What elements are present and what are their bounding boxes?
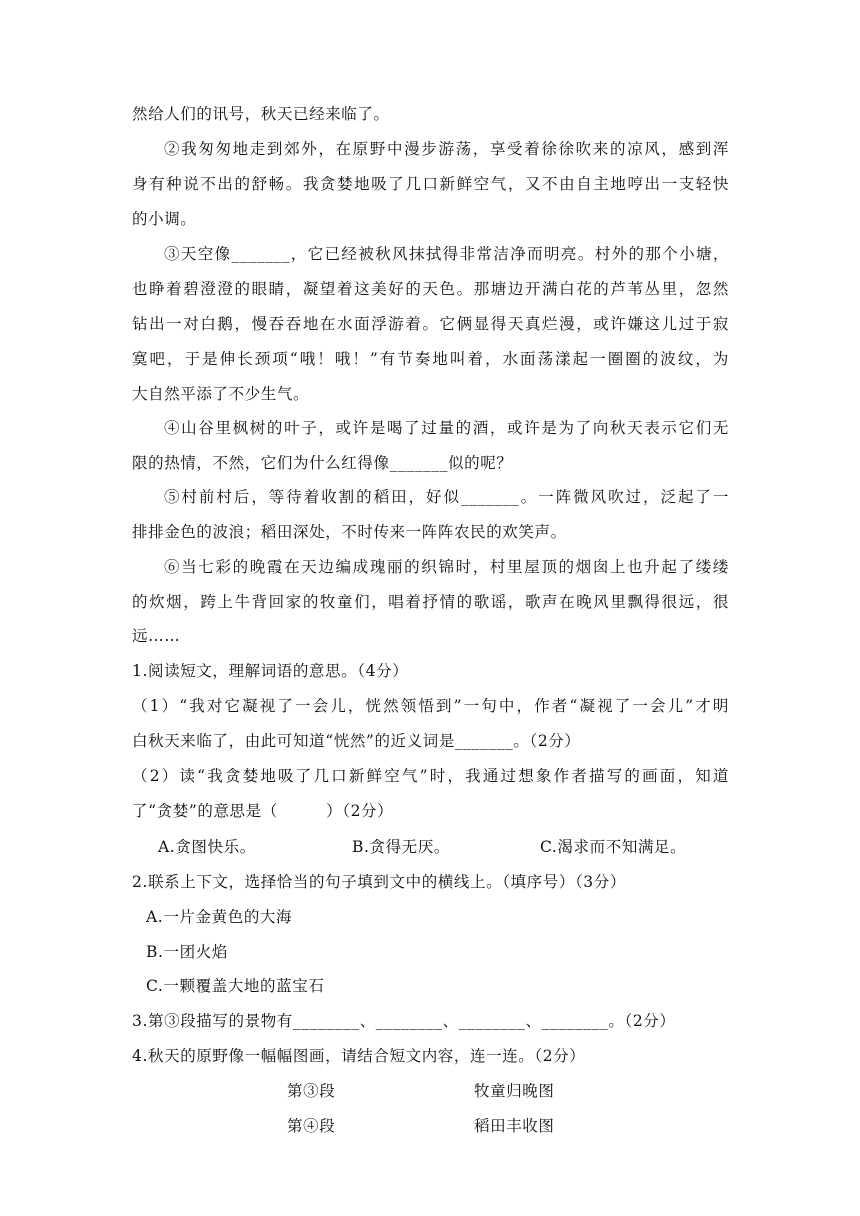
paragraph-2-line-1: ②我匆匆地走到郊外，在原野中漫步游荡，享受着徐徐吹来的凉风，感到浑: [164, 140, 729, 158]
matching-right-2: 稻田丰收图: [474, 1117, 555, 1135]
question-1-2-line-2: 了“贪婪”的意思是（ ）（2分）: [132, 802, 394, 820]
paragraph-2-line-3: 的小调。: [132, 210, 197, 228]
matching-right-1: 牧童归晚图: [474, 1082, 555, 1100]
option-a: A.贪图快乐。: [158, 838, 256, 856]
option-b: B.贪得无厌。: [352, 838, 451, 856]
paragraph-1-tail: 然给人们的讯号，秋天已经来临了。: [132, 105, 390, 123]
paragraph-5-line-2: 排排金色的波浪；稻田深处，不时传来一阵阵农民的欢笑声。: [132, 523, 567, 541]
option-c: C.渴求而不知满足。: [540, 838, 687, 856]
paragraph-3-line-5: 大自然平添了不少生气。: [132, 385, 310, 403]
question-1-1-line-2: 白秋天来临了，由此可知道“恍然”的近义词是_______。（2分）: [132, 732, 581, 750]
question-1-1-line-1: （1）“我对它凝视了一会儿，恍然领悟到”一句中，作者“凝视了一会儿”才明: [132, 697, 729, 715]
matching-left-1: 第③段: [287, 1082, 336, 1100]
paragraph-3-line-4: 寞吧，于是伸长颈项“哦！哦！”有节奏地叫着，水面荡漾起一圈圈的波纹，为: [132, 350, 729, 368]
paragraph-2-line-2: 身有种说不出的舒畅。我贪婪地吸了几口新鲜空气，又不由自主地哼出一支轻快: [132, 175, 729, 193]
question-4-title: 4.秋天的原野像一幅幅图画，请结合短文内容，连一连。（2分）: [132, 1047, 586, 1065]
question-3-title: 3.第③段描写的景物有________、________、________、________。（2分）: [132, 1012, 676, 1030]
paragraph-3-line-2: 也睁着碧澄澄的眼睛，凝望着这美好的天色。那塘边开满白花的芦苇丛里，忽然: [132, 280, 729, 298]
paragraph-6-line-1: ⑥当七彩的晚霞在天边编成瑰丽的织锦时，村里屋顶的烟囱上也升起了缕缕: [164, 558, 729, 576]
question-2-option-b: B.一团火焰: [146, 943, 228, 961]
paragraph-6-line-2: 的炊烟，跨上牛背回家的牧童们，唱着抒情的歌谣，歌声在晚风里飘得很远，很: [132, 593, 729, 611]
question-2-option-a: A.一片金黄色的大海: [146, 908, 293, 926]
paragraph-4-line-1: ④山谷里枫树的叶子，或许是喝了过量的酒，或许是为了向秋天表示它们无: [164, 419, 729, 437]
question-2-option-c: C.一颗覆盖大地的蓝宝石: [146, 977, 325, 995]
matching-left-2: 第④段: [287, 1117, 336, 1135]
question-2-title: 2.联系上下文，选择恰当的句子填到文中的横线上。（填序号）（3分）: [132, 873, 626, 891]
question-1-title: 1.阅读短文，理解词语的意思。（4分）: [132, 662, 409, 680]
paragraph-3-line-1: ③天空像_______，它已经被秋风抹拭得非常洁净而明亮。村外的那个小塘，: [164, 245, 729, 263]
paragraph-6-line-3: 远……: [132, 627, 181, 645]
paragraph-3-line-3: 钻出一对白鹅，慢吞吞地在水面浮游着。它俩显得天真烂漫，或许嫌这儿过于寂: [132, 315, 729, 333]
paragraph-4-line-2: 限的热情，不然，它们为什么红得像_______似的呢？: [132, 454, 513, 472]
question-1-2-line-1: （2）读“我贪婪地吸了几口新鲜空气”时，我通过想象作者描写的画面，知道: [132, 767, 729, 785]
paragraph-5-line-1: ⑤村前村后，等待着收割的稻田，好似_______。一阵微风吹过，泛起了一: [164, 488, 729, 506]
